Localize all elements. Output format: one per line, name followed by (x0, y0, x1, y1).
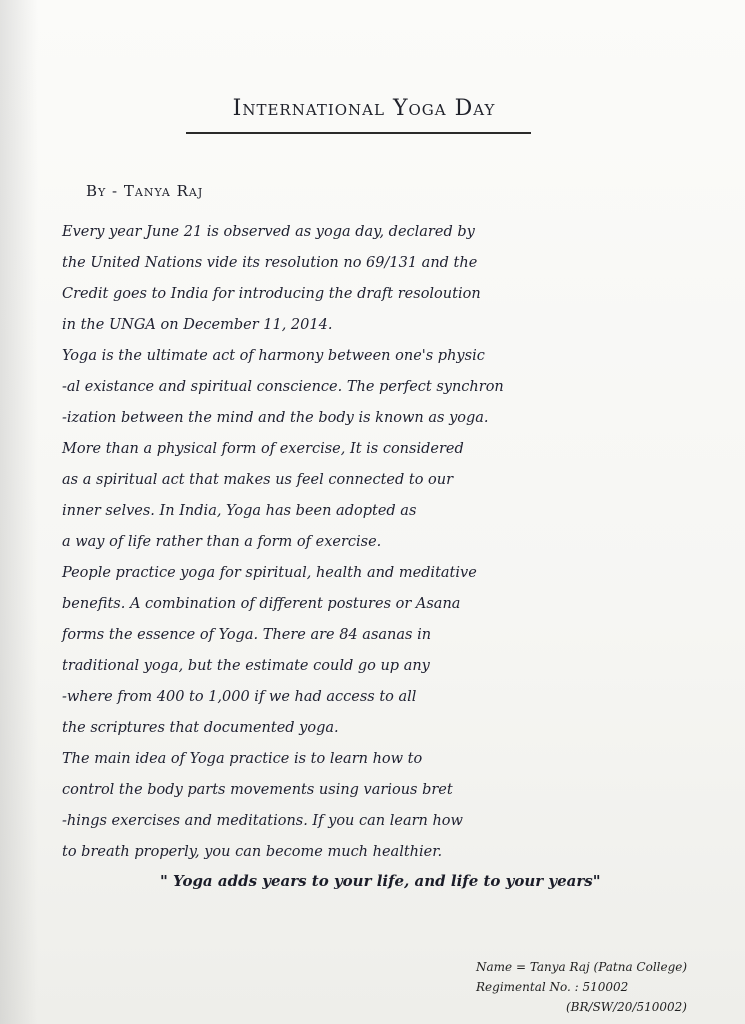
essay-line: People practice yoga for spiritual, health and meditative (62, 565, 477, 581)
essay-line: in the UNGA on December 11, 2014. (62, 317, 333, 333)
essay-line: Credit goes to India for introducing the draft resoloution (62, 286, 481, 302)
title-underline (186, 132, 531, 134)
signature-code: (BR/SW/20/510002) (566, 1000, 687, 1014)
essay-line: Every year June 21 is observed as yoga day, declared by (62, 224, 475, 240)
essay-line: as a spiritual act that makes us feel connected to our (62, 472, 454, 488)
signature-block (476, 960, 736, 1020)
author-line: By - Tanya Raj (86, 182, 204, 200)
essay-line: control the body parts movements using various bret (62, 782, 453, 798)
essay-line: -al existance and spiritual conscience. The perfect synchron (62, 379, 504, 395)
essay-line: The main idea of Yoga practice is to learn how to (62, 751, 423, 767)
essay-line: -ization between the mind and the body is known as yoga. (62, 410, 489, 426)
essay-line: -hings exercises and meditations. If you can learn how (62, 813, 463, 829)
page-title: International Yoga Day (232, 96, 496, 121)
essay-line: the United Nations vide its resolution no 69/131 and the (62, 255, 478, 271)
signature-regimental: Regimental No. : 510002 (476, 980, 629, 994)
essay-line: a way of life rather than a form of exercise. (62, 534, 382, 550)
signature-name: Name = Tanya Raj (Patna College) (476, 960, 688, 974)
essay-line: inner selves. In India, Yoga has been adopted as (62, 503, 417, 519)
essay-line: benefits. A combination of different postures or Asana (62, 596, 461, 612)
essay-line: More than a physical form of exercise, It is considered (62, 441, 464, 457)
essay-line: -where from 400 to 1,000 if we had access to all (62, 689, 417, 705)
closing-quote: " Yoga adds years to your life, and life to your years" (160, 872, 601, 890)
scan-shadow (0, 0, 38, 1024)
essay-line: traditional yoga, but the estimate could go up any (62, 658, 430, 674)
essay-line: the scriptures that documented yoga. (62, 720, 339, 736)
essay-line: Yoga is the ultimate act of harmony between one's physic (62, 348, 485, 364)
essay-line: forms the essence of Yoga. There are 84 asanas in (62, 627, 432, 643)
essay-line: to breath properly, you can become much healthier. (62, 844, 443, 860)
